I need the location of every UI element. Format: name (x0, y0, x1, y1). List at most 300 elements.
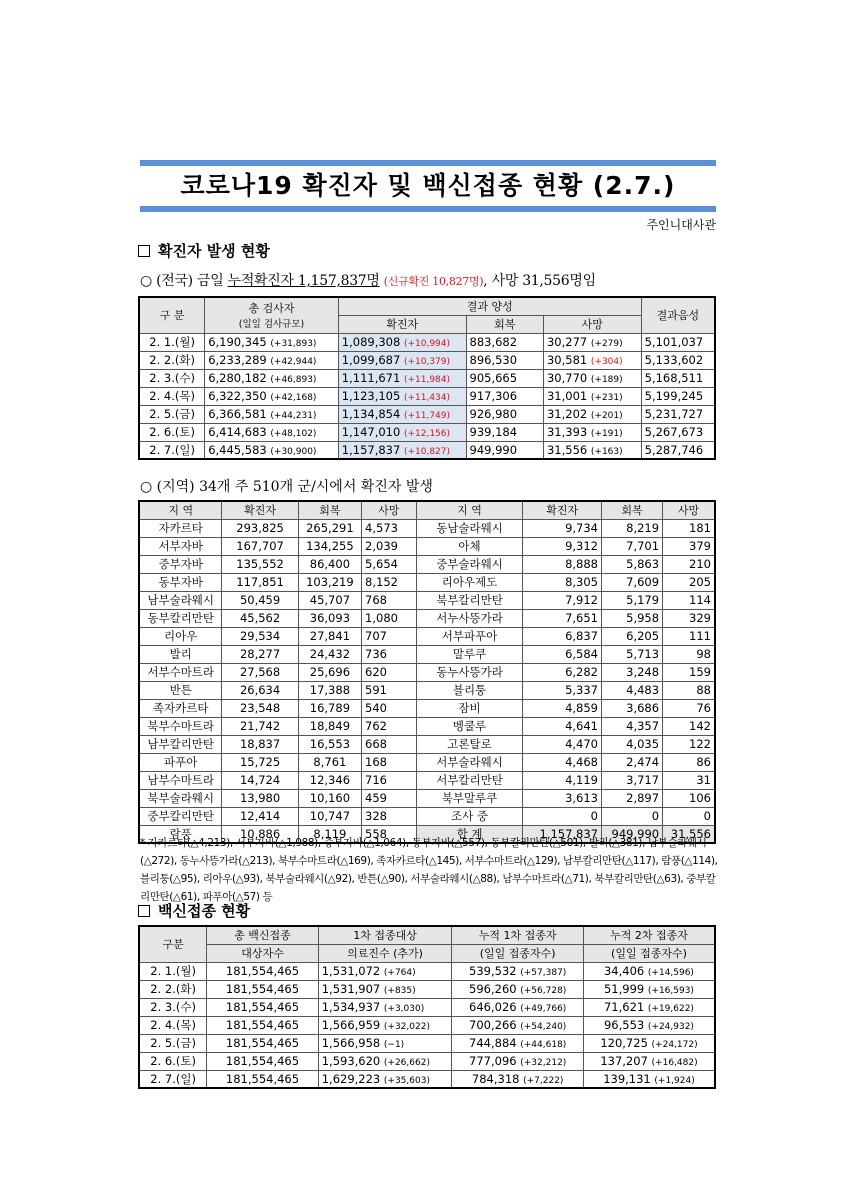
confirmed-left: 117,851 (222, 573, 298, 591)
date-cell: 2. 5.(금) (139, 405, 205, 423)
confirmed-increase: (+10,827) (403, 446, 451, 457)
confirmed-left: 29,534 (222, 627, 298, 645)
confirmed-left: 27,568 (222, 663, 298, 681)
deaths-increase: (+231) (590, 393, 623, 403)
date-cell: 2. 7.(일) (139, 1070, 207, 1088)
confirmed-left: 14,724 (222, 771, 298, 789)
table-row (139, 681, 715, 699)
confirmed-increase: (+11,434) (403, 393, 451, 403)
first-dose-cell (452, 998, 584, 1016)
header-deaths: 사망 (543, 315, 641, 333)
title-bottom-bar (140, 206, 716, 212)
recovered-right: 3,686 (602, 699, 663, 717)
confirmed-left: 21,742 (222, 717, 298, 735)
tests-value: 6,414,683 (208, 425, 267, 439)
recovered-right: 2,897 (602, 789, 663, 807)
deaths-right: 31,556 (663, 825, 715, 843)
deaths-left: 716 (362, 771, 417, 789)
medical-increase: (+764) (383, 968, 416, 978)
deaths-right: 31 (663, 771, 715, 789)
tests-increase: (+42,944) (270, 357, 317, 367)
deaths-left: 768 (362, 591, 417, 609)
recovered-left: 27,841 (298, 627, 361, 645)
target-cell: 181,554,465 (207, 962, 318, 980)
first-dose-value: 744,884 (469, 1036, 517, 1050)
table-row (139, 663, 715, 681)
header-negative: 결과음성 (641, 297, 715, 333)
second-dose-cell (583, 1052, 715, 1070)
header-med-1: 1차 접종대상 (318, 926, 452, 944)
tests-value: 6,366,581 (208, 407, 267, 421)
confirmed-increase: (+10,379) (403, 357, 451, 367)
recovered-left: 18,849 (298, 717, 361, 735)
medical-value: 1,593,620 (321, 1054, 381, 1068)
table-row (139, 1052, 715, 1070)
first-dose-cell (452, 1052, 584, 1070)
recovered-right: 4,357 (602, 717, 663, 735)
header-tests-label: 총 검사자 (248, 302, 295, 316)
recovered-left: 10,747 (298, 807, 361, 825)
region-name-right: 조사 중 (416, 807, 523, 825)
confirmed-cell (338, 333, 466, 351)
date-cell: 2. 6.(토) (139, 1052, 207, 1070)
title-block (140, 160, 716, 212)
negative-cell: 5,168,511 (641, 369, 715, 387)
first-dose-increase: (+7,222) (523, 1075, 564, 1086)
medical-cell (318, 1034, 452, 1052)
header-confirmed-right: 확진자 (523, 501, 602, 519)
header-vaccine-gubun: 구분 (139, 926, 207, 962)
deaths-value: 31,393 (546, 425, 588, 439)
date-cell: 2. 1.(월) (139, 333, 205, 351)
negative-cell: 5,133,602 (641, 351, 715, 369)
recovered-left: 12,346 (298, 771, 361, 789)
second-dose-cell (583, 962, 715, 980)
deaths-left: 558 (362, 825, 417, 843)
second-dose-increase: (+24,932) (647, 1022, 694, 1032)
confirmed-increase: (+10,994) (403, 339, 451, 349)
confirmed-left: 10,886 (222, 825, 298, 843)
recovered-left: 16,553 (298, 735, 361, 753)
medical-increase: (+26,662) (383, 1058, 430, 1068)
second-dose-cell (583, 1034, 715, 1052)
medical-value: 1,531,072 (321, 964, 381, 978)
tests-cell (205, 423, 339, 441)
region-name-right: 서부파푸아 (416, 627, 523, 645)
region-name-left: 북부술라웨시 (139, 789, 222, 807)
deaths-right: 181 (663, 519, 715, 537)
negative-cell: 5,199,245 (641, 387, 715, 405)
table-row (139, 333, 715, 351)
second-dose-value: 120,725 (600, 1036, 648, 1050)
second-dose-value: 96,553 (603, 1018, 645, 1032)
date-cell: 2. 4.(목) (139, 1016, 207, 1034)
recovered-right: 6,205 (602, 627, 663, 645)
region-name-right: 리아우제도 (416, 573, 523, 591)
table-row (139, 351, 715, 369)
region-name-right: 서부술라웨시 (416, 753, 523, 771)
second-dose-cell (583, 1070, 715, 1088)
recovered-right: 7,609 (602, 573, 663, 591)
header-second-2: (일일 접종자수) (583, 944, 715, 962)
region-name-left: 서부자바 (139, 537, 222, 555)
recovered-left: 10,160 (298, 789, 361, 807)
medical-cell (318, 1052, 452, 1070)
region-name-left: 동부칼리만탄 (139, 609, 222, 627)
region-name-right: 합 계 (416, 825, 523, 843)
section-vaccine-header (138, 900, 250, 921)
deaths-right: 122 (663, 735, 715, 753)
medical-value: 1,566,959 (321, 1018, 381, 1032)
summary-deaths: , 사망 31,556명임 (483, 273, 596, 289)
first-dose-value: 700,266 (469, 1018, 517, 1032)
confirmed-left: 50,459 (222, 591, 298, 609)
first-dose-cell (452, 1070, 584, 1088)
deaths-increase: (+304) (590, 357, 623, 367)
header-confirmed: 확진자 (338, 315, 466, 333)
deaths-left: 2,039 (362, 537, 417, 555)
tests-increase: (+42,168) (270, 393, 317, 403)
tests-increase: (+46,893) (270, 375, 317, 385)
table-row (139, 537, 715, 555)
confirmed-right: 4,859 (523, 699, 602, 717)
first-dose-cell (452, 1034, 584, 1052)
deaths-right: 159 (663, 663, 715, 681)
deaths-increase: (+201) (590, 411, 623, 421)
second-dose-cell (583, 980, 715, 998)
tests-cell (205, 351, 339, 369)
region-name-left: 리아우 (139, 627, 222, 645)
recovered-cell: 949,990 (466, 441, 543, 459)
confirmed-left: 12,414 (222, 807, 298, 825)
region-name-right: 중부술라웨시 (416, 555, 523, 573)
header-region-right: 지 역 (416, 501, 523, 519)
tests-cell (205, 333, 339, 351)
deaths-cell (543, 387, 641, 405)
recovered-left: 103,219 (298, 573, 361, 591)
table-row (139, 423, 715, 441)
confirmed-value: 1,123,105 (341, 389, 401, 403)
region-name-left: 남부수마트라 (139, 771, 222, 789)
deaths-right: 379 (663, 537, 715, 555)
tests-cell (205, 387, 339, 405)
deaths-value: 31,556 (546, 442, 588, 457)
deaths-value: 30,770 (546, 371, 588, 385)
deaths-right: 76 (663, 699, 715, 717)
second-dose-value: 51,999 (603, 982, 645, 996)
recovered-left: 86,400 (298, 555, 361, 573)
confirmed-right: 8,305 (523, 573, 602, 591)
recovered-right: 0 (602, 807, 663, 825)
first-dose-increase: (+32,212) (520, 1058, 567, 1068)
recovered-left: 134,255 (298, 537, 361, 555)
confirmed-right: 3,613 (523, 789, 602, 807)
tests-value: 6,322,350 (208, 389, 267, 403)
deaths-right: 0 (663, 807, 715, 825)
confirmed-left: 28,277 (222, 645, 298, 663)
deaths-cell (543, 351, 641, 369)
header-target-1: 총 백신접종 (207, 926, 318, 944)
date-cell: 2. 7.(일) (139, 441, 205, 459)
region-name-right: 말루쿠 (416, 645, 523, 663)
recovered-left: 17,388 (298, 681, 361, 699)
confirmed-left: 293,825 (222, 519, 298, 537)
confirmed-right: 9,734 (523, 519, 602, 537)
confirmed-right: 9,312 (523, 537, 602, 555)
tests-value: 6,190,345 (208, 335, 267, 349)
negative-cell: 5,267,673 (641, 423, 715, 441)
vaccine-table (138, 925, 716, 1089)
medical-value: 1,629,223 (321, 1071, 381, 1086)
medical-cell (318, 998, 452, 1016)
recovered-cell: 883,682 (466, 333, 543, 351)
confirmed-increase: (+12,156) (403, 429, 451, 439)
header-deaths-right: 사망 (663, 501, 715, 519)
deaths-left: 540 (362, 699, 417, 717)
header-result-positive: 결과 양성 (338, 297, 641, 315)
table-row (139, 387, 715, 405)
medical-cell (318, 1016, 452, 1034)
deaths-right: 210 (663, 555, 715, 573)
table-row (139, 555, 715, 573)
tests-cell (205, 369, 339, 387)
deaths-left: 459 (362, 789, 417, 807)
confirmed-right: 4,641 (523, 717, 602, 735)
deaths-left: 328 (362, 807, 417, 825)
first-dose-cell (452, 980, 584, 998)
target-cell: 181,554,465 (207, 1034, 318, 1052)
target-cell: 181,554,465 (207, 998, 318, 1016)
table-row (139, 699, 715, 717)
header-recovered: 회복 (466, 315, 543, 333)
regional-note: * 자카르타(△4,213), 서부자바(△1,988), 중부자바(△1,064), 동부자바(△557), 동부칼리만탄(△501), 발리(△381), 남부술라웨시(△272), 동누사뜽가라(△213), 북부수마트라(△169), 족자카르타(△145), 서부수마트라(△129), 남부칼리만탄(△117), 람풍(△114), 블리퉁(△95), 리아우(△93), 북부술라웨시(△92), 반튼(△90), 서부술라웨시(△88), 남부수마트라(△71), 북부칼리만탄(△63), 중부칼리만탄(△61), 파푸아(△57) 등 (140, 837, 718, 903)
region-name-left: 반튼 (139, 681, 222, 699)
second-dose-value: 71,621 (603, 1000, 645, 1014)
region-name-left: 자카르타 (139, 519, 222, 537)
table-row (139, 789, 715, 807)
deaths-right: 329 (663, 609, 715, 627)
table-row (139, 441, 715, 459)
second-dose-increase: (+14,596) (647, 968, 694, 978)
tests-increase: (+30,900) (270, 446, 317, 457)
confirmed-cell (338, 441, 466, 459)
second-dose-increase: (+19,622) (647, 1004, 694, 1014)
confirmed-left: 23,548 (222, 699, 298, 717)
confirmed-right: 4,470 (523, 735, 602, 753)
deaths-left: 5,654 (362, 555, 417, 573)
medical-increase: (+835) (383, 986, 416, 996)
region-name-left: 북부수마트라 (139, 717, 222, 735)
recovered-right: 5,179 (602, 591, 663, 609)
deaths-right: 205 (663, 573, 715, 591)
recovered-right: 3,248 (602, 663, 663, 681)
summary-new: (신규확진 10,827명) (383, 275, 484, 288)
region-name-left: 동부자바 (139, 573, 222, 591)
first-dose-increase: (+44,618) (520, 1040, 567, 1050)
first-dose-cell (452, 962, 584, 980)
deaths-left: 8,152 (362, 573, 417, 591)
deaths-left: 591 (362, 681, 417, 699)
first-dose-cell (452, 1016, 584, 1034)
confirmed-value: 1,157,837 (341, 442, 401, 457)
region-name-left: 남부술라웨시 (139, 591, 222, 609)
confirmed-cell (338, 387, 466, 405)
recovered-left: 45,707 (298, 591, 361, 609)
table-row (139, 519, 715, 537)
deaths-left: 762 (362, 717, 417, 735)
deaths-value: 31,202 (546, 407, 588, 421)
confirmed-right: 6,837 (523, 627, 602, 645)
region-name-right: 동누사뜽가라 (416, 663, 523, 681)
table-row (139, 998, 715, 1016)
medical-value: 1,534,937 (321, 1000, 381, 1014)
table-row (139, 735, 715, 753)
deaths-right: 142 (663, 717, 715, 735)
recovered-right: 3,717 (602, 771, 663, 789)
recovered-right: 4,483 (602, 681, 663, 699)
region-heading: ○ (지역) 34개 주 510개 군/시에서 확진자 발생 (140, 479, 433, 495)
table-row (139, 771, 715, 789)
national-summary (140, 270, 596, 290)
deaths-left: 1,080 (362, 609, 417, 627)
checkbox-square-icon (138, 245, 150, 257)
first-dose-value: 539,532 (469, 964, 517, 978)
recovered-cell: 917,306 (466, 387, 543, 405)
medical-increase: (+32,022) (383, 1022, 430, 1032)
recovered-left: 8,119 (298, 825, 361, 843)
region-name-left: 파푸아 (139, 753, 222, 771)
recovered-right: 5,958 (602, 609, 663, 627)
negative-cell: 5,287,746 (641, 441, 715, 459)
region-name-right: 서부칼리만탄 (416, 771, 523, 789)
recovered-cell: 905,665 (466, 369, 543, 387)
confirmed-left: 135,552 (222, 555, 298, 573)
region-name-left: 남부칼리만탄 (139, 735, 222, 753)
recovered-right: 5,713 (602, 645, 663, 663)
tests-value: 6,233,289 (208, 353, 267, 367)
confirmed-left: 167,707 (222, 537, 298, 555)
checkbox-square-icon (138, 905, 150, 917)
header-recovered-right: 회복 (602, 501, 663, 519)
target-cell: 181,554,465 (207, 1052, 318, 1070)
region-name-left: 중부칼리만탄 (139, 807, 222, 825)
table-row (139, 645, 715, 663)
confirmed-trend-table (138, 296, 716, 460)
deaths-left: 4,573 (362, 519, 417, 537)
deaths-left: 736 (362, 645, 417, 663)
tests-cell (205, 441, 339, 459)
negative-cell: 5,101,037 (641, 333, 715, 351)
confirmed-value: 1,147,010 (341, 425, 401, 439)
deaths-right: 86 (663, 753, 715, 771)
date-cell: 2. 5.(금) (139, 1034, 207, 1052)
deaths-left: 668 (362, 735, 417, 753)
recovered-cell: 939,184 (466, 423, 543, 441)
tests-value: 6,280,182 (208, 371, 267, 385)
second-dose-increase: (+16,593) (647, 986, 694, 996)
deaths-cell (543, 333, 641, 351)
recovered-cell: 896,530 (466, 351, 543, 369)
table-row (139, 807, 715, 825)
confirmed-cell (338, 369, 466, 387)
date-cell: 2. 2.(화) (139, 351, 205, 369)
recovered-right: 5,863 (602, 555, 663, 573)
recovered-right: 4,035 (602, 735, 663, 753)
date-cell: 2. 1.(월) (139, 962, 207, 980)
date-cell: 2. 4.(목) (139, 387, 205, 405)
confirmed-increase: (+11,749) (403, 411, 451, 421)
recovered-left: 16,789 (298, 699, 361, 717)
deaths-increase: (+279) (590, 339, 623, 349)
header-target-2: 대상자수 (207, 944, 318, 962)
confirmed-cell (338, 405, 466, 423)
confirmed-value: 1,089,308 (341, 335, 401, 349)
region-name-right: 아체 (416, 537, 523, 555)
region-name-right: 블리퉁 (416, 681, 523, 699)
header-recovered-left: 회복 (298, 501, 361, 519)
confirmed-value: 1,111,671 (341, 371, 401, 385)
confirmed-right: 8,888 (523, 555, 602, 573)
table-row (139, 717, 715, 735)
header-region-left: 지 역 (139, 501, 222, 519)
tests-cell (205, 405, 339, 423)
deaths-right: 98 (663, 645, 715, 663)
second-dose-value: 34,406 (603, 964, 645, 978)
table-row (139, 627, 715, 645)
first-dose-increase: (+57,387) (520, 968, 567, 978)
second-dose-value: 137,207 (600, 1054, 648, 1068)
header-tests (205, 297, 339, 333)
confirmed-value: 1,099,687 (341, 353, 401, 367)
confirmed-left: 13,980 (222, 789, 298, 807)
header-gubun: 구 분 (139, 297, 205, 333)
medical-increase: (−1) (383, 1040, 405, 1050)
first-dose-increase: (+54,240) (520, 1022, 567, 1032)
table-row (139, 1016, 715, 1034)
table-row (139, 962, 715, 980)
deaths-increase: (+189) (590, 375, 623, 385)
table-row (139, 369, 715, 387)
region-name-left: 족자카르타 (139, 699, 222, 717)
recovered-left: 265,291 (298, 519, 361, 537)
negative-cell: 5,231,727 (641, 405, 715, 423)
table-row (139, 405, 715, 423)
confirmed-right: 0 (523, 807, 602, 825)
deaths-increase: (+163) (590, 446, 623, 457)
confirmed-right: 7,912 (523, 591, 602, 609)
deaths-left: 168 (362, 753, 417, 771)
medical-increase: (+3,030) (383, 1004, 425, 1014)
deaths-cell (543, 441, 641, 459)
table-row (139, 753, 715, 771)
header-med-2: 의료진수 (추가) (318, 944, 452, 962)
target-cell: 181,554,465 (207, 1070, 318, 1088)
second-dose-increase: (+16,482) (651, 1058, 698, 1068)
header-deaths-left: 사망 (362, 501, 417, 519)
table-row (139, 609, 715, 627)
tests-increase: (+44,231) (270, 411, 317, 421)
deaths-right: 106 (663, 789, 715, 807)
recovered-right: 2,474 (602, 753, 663, 771)
deaths-right: 88 (663, 681, 715, 699)
medical-cell (318, 962, 452, 980)
confirmed-right: 7,651 (523, 609, 602, 627)
header-tests-sub: (일일 검사규모) (238, 319, 305, 331)
summary-cumulative: 누적확진자 1,157,837명 (227, 273, 380, 289)
organization-label: 주인니대사관 (646, 218, 716, 232)
confirmed-right: 4,119 (523, 771, 602, 789)
region-name-left: 중부자바 (139, 555, 222, 573)
